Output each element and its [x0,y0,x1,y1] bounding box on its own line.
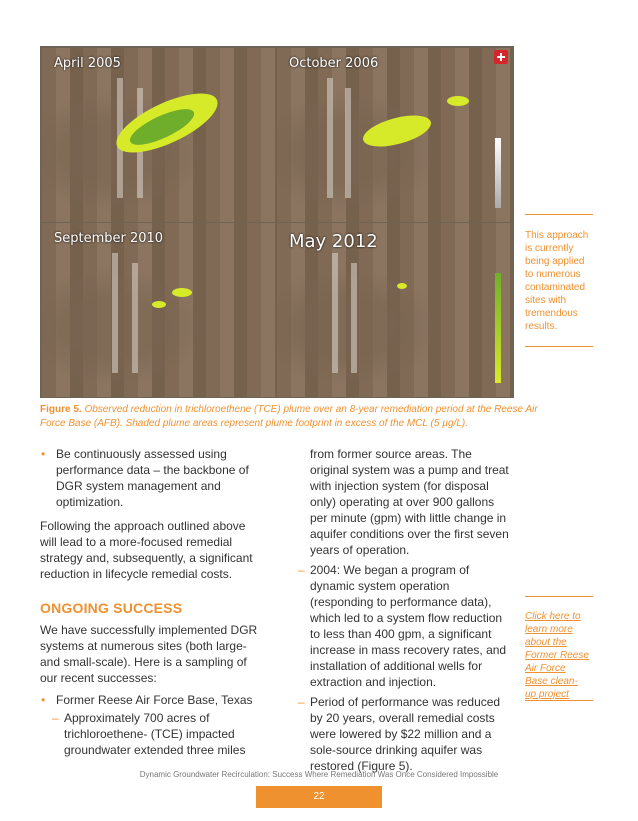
caption-label: Figure 5. [40,404,82,415]
sidenote-rule-top [525,214,593,215]
paragraph-successes: We have successfully implemented DGR systems at numerous sites (both large- and small-scale). Here is a sampling of our recent successes: [40,623,258,685]
right-column [286,446,512,774]
bullet-text: Be continuously assessed using performance data – the backbone of DGR system management and optimization. [56,447,249,509]
panel-april-2005 [42,48,277,222]
caption-text: Observed reduction in trichloroethene (TCE) plume over an 8-year remediation period at the Reese Air Force Base (AFB). Shaded plume areas represent plume footprint in excess of the MCL (5 µg/L). [40,404,538,429]
link-line[interactable]: Base clean- [525,676,578,687]
link-line[interactable]: Air Force [525,663,566,674]
link-line[interactable]: learn more [525,624,573,635]
panel-label: May 2012 [289,231,378,252]
dash-icon: – [298,695,305,709]
figure-caption [40,403,560,431]
bullet-text: Former Reese Air Force Base, Texas [56,693,253,707]
reese-cleanup-link[interactable] [525,610,593,701]
bullet-assessed [40,446,262,510]
sidenote-rule-bottom [525,346,593,347]
panel-september-2010 [42,223,277,397]
panel-october-2006 [277,48,512,222]
dash-icon: – [52,711,59,725]
footer-title: Dynamic Groundwater Recirculation: Success Where Remediation Was Once Considered Impossible [139,770,499,779]
sub-item-text: Period of performance was reduced by 20 years, overall remedial costs were lowered by $22 million and a sole-source drinking aquifer was restored (Figure 5). [310,695,501,773]
sidelink-rule-bottom [525,700,593,701]
bullet-dot-icon: • [41,447,46,461]
page-number: 22 [256,786,382,808]
paragraph-approach: Following the approach outlined above will lead to a more-focused remedial strategy and, subsequently, a significant reduction in lifecycle remedial costs. [40,519,253,581]
link-line[interactable]: up project [525,689,569,700]
panel-may-2012 [277,223,512,397]
sub-item-acres [40,710,262,758]
sub-item-text: 2004: We began a program of dynamic system operation (responding to performance data), which led to a system flow reduction to less than 400 gpm, a significant increase in mass recovery rates, and installation of additional wells for extraction and injection. [310,563,507,689]
panel-label: April 2005 [54,56,121,71]
sub-item-period [286,694,512,774]
figure-5-image [40,46,514,398]
dash-icon: – [298,563,305,577]
link-line[interactable]: about the [525,637,567,648]
bullet-dot-icon: • [41,693,46,707]
panel-label: September 2010 [54,231,164,246]
red-cross-icon [494,50,508,64]
sidelink-rule-top [525,596,593,597]
sub-item-text: from former source areas. The original system was a pump and treat with injection system (for disposal only) operating at over 900 gallons per minute (gpm) with little change in aquifer conditions over the first seven years of operation. [310,447,509,557]
section-heading: ONGOING SUCCESS [40,600,183,616]
sub-item-continued [286,446,512,558]
link-line[interactable]: Click here to [525,611,581,622]
panel-label: October 2006 [289,56,379,71]
bullet-reese [40,692,262,708]
sub-item-2004 [286,562,512,690]
left-column [40,446,262,758]
sub-item-text: Approximately 700 acres of trichloroethene- (TCE) impacted groundwater extended three miles [64,711,246,757]
sidenote-text: This approach is currently being applied to numerous contaminated sites with tremendous results. [525,230,589,332]
link-line[interactable]: Former Reese [525,650,589,661]
